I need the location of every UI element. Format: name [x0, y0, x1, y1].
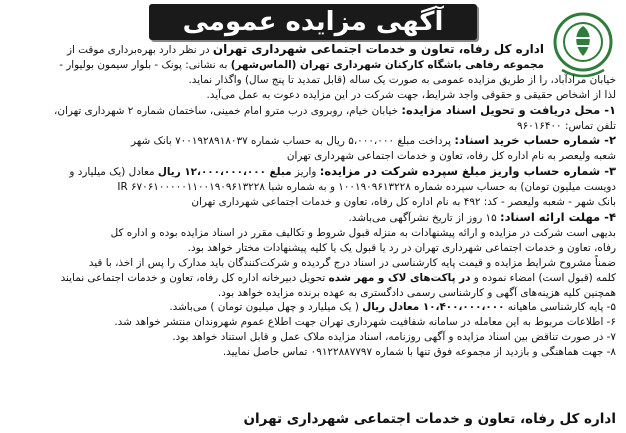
item-5: ۵- پایه کارشناسی ماهیانه ۱۰،۴۰۰،۰۰۰،۰۰۰ معادل ریال ( یک میلیارد و چهل میلیون تومان ) می‌باشد. — [169, 301, 616, 314]
page-title: آگهی مزایده عمومی — [149, 4, 478, 40]
para-a-2: رفاه، تعاون و خدمات اجتماعی شهرداری تهران در رد یا قبول یک یا کلیه پیشنهادات مختار خواهد بود. — [187, 241, 616, 254]
intro-line-4: لذا از اشخاص حقیقی و حقوقی واجد شرایط، جهت شرکت در این مزایده دعوت به عمل می‌آید. — [206, 88, 616, 101]
para-b-2: کلمه (قبول است) امضاء نموده و در پاکت‌های لاک و مهر شده تحویل دبیرخانه اداره کل رفاه، تعاون و خدمات اجتماعی نمایند — [60, 271, 616, 284]
item-3-bank: بانک شهر - شعبه ولیعصر - کد: ۴۹۲ به نام اداره کل رفاه، تعاون و خدمات اجتماعی شهرداری تهران — [191, 196, 616, 209]
footer-org: اداره کل رفاه، تعاون و خدمات اجتماعی شهرداری تهران — [243, 411, 616, 427]
title-area — [0, 2, 626, 42]
item-6: ۶- اطلاعات مربوط به این معامله در سامانه شفافیت شهرداری تهران جهت اطلاع عموم شهروندان منتشر خواهد شد. — [114, 316, 616, 329]
item-4: ۴- مهلت ارائه اسناد: ۱۵ روز از تاریخ نشرآگهی می‌باشد. — [348, 209, 616, 224]
item-3: ۳- شماره حساب واریز مبلغ سپرده شرکت در مزایده: واریز مبلغ ۱۲،۰۰۰،۰۰۰،۰۰۰ ریال معادل (یک میلیارد و — [69, 164, 616, 179]
para-c: همچنین کلیه هزینه‌های آگهی و کارشناسی رسمی دادگستری به عهده برنده مزایده خواهد بود. — [217, 286, 616, 299]
item-1-phone: تلفن تماس: ۹۶۰۱۶۴۰۰ — [516, 119, 616, 132]
notice-body — [10, 42, 616, 360]
intro-line-3: خیابان مرادآباد، را از طریق مزایده عمومی به صورت یک ساله (قابل تمدید تا پنج سال) واگذار نماید. — [188, 73, 616, 86]
para-a-1: بدیهی است شرکت در مزایده و ارائه پیشنهادات به منزله قبول شروط و تکالیف مقرر در اسناد مزایده بوده و اداره کل — [110, 226, 616, 239]
intro-line-2: مجموعه رفاهی باشگاه کارکنان شهرداری تهران (الماس‌شهر) به نشانی: پونک - بلوار سیمون بولیوار - — [59, 58, 544, 71]
item-8: ۸- جهت هماهنگی و بازدید از مجموعه فوق تنها با شماره ۰۹۱۲۲۸۸۷۷۹۷ تماس حاصل نمایید. — [222, 346, 616, 359]
item-7: ۷- در صورت تناقض بین اسناد مزایده و آگهی روزنامه، اسناد مزایده ملاک عمل و قابل استناد خواهد بود. — [172, 331, 616, 344]
item-1: ۱- محل دریافت و تحویل اسناد مزایده: خیابان خیام، روبروی درب مترو امام خمینی، ساختمان شماره ۲ شهرداری تهران، — [53, 102, 616, 117]
item-2-cont: شعبه ولیعصر به نام اداره کل رفاه، تعاون و خدمات اجتماعی شهرداری تهران — [286, 150, 616, 163]
para-b-1: ضمناً مشروح شرایط مزایده و قیمت پایه کارشناسی در اسناد درج گردیده و شرکت‌کنندگان باید مدارک را پس از اخذ، با قید — [88, 256, 616, 269]
intro-line-1: اداره کل رفاه، تعاون و خدمات اجتماعی شهرداری تهران در نظر دارد بهره‌برداری موقت از — [66, 42, 544, 56]
item-3-account: دویست میلیون تومان) به حساب سپرده شماره ۱۰۰۱۹۰۹۶۱۳۲۲۸ و به شماره شبا IR ۶۷۰۶۱۰۰۰۰۰۱۱۰۰۱۹۰۹۶۱۳۲۲۸ — [117, 181, 616, 194]
item-2: ۲- شماره حساب خرید اسناد: پرداخت مبلغ ۵،۰۰۰،۰۰۰ ریال به حساب شماره ۷۰۰۱۹۲۸۹۱۸۰۳۷ بانک شهر — [131, 133, 616, 148]
